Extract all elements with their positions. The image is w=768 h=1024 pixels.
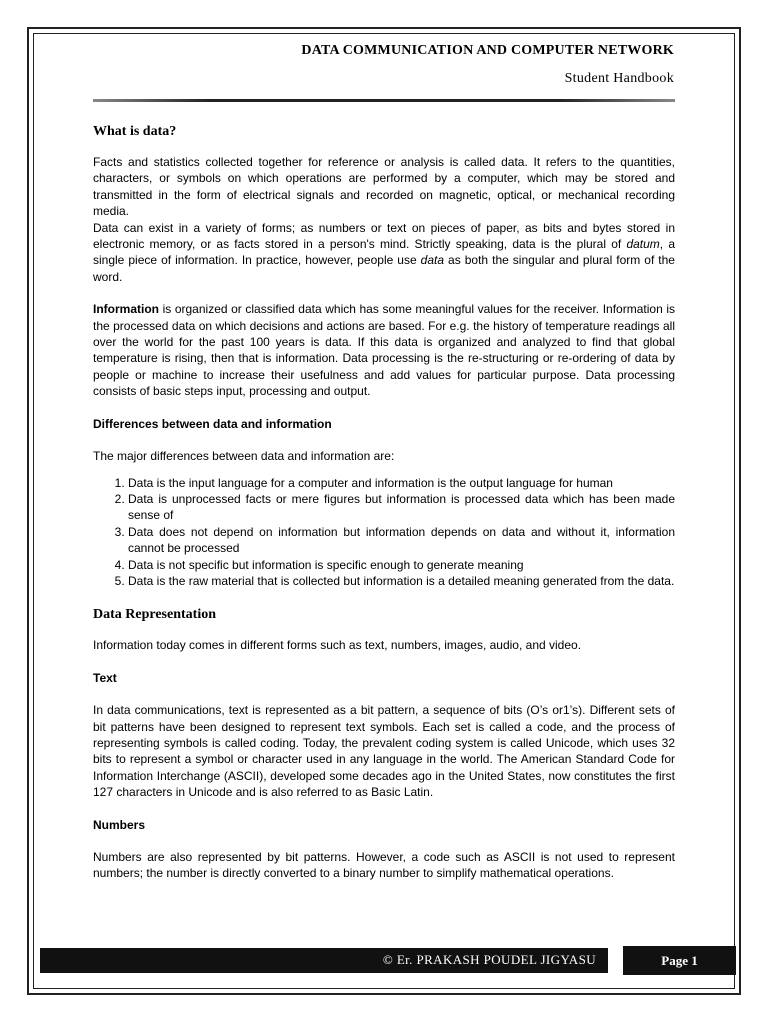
subheading-numbers: Numbers [93, 817, 146, 832]
differences-list [93, 475, 675, 590]
paragraph-text: In data communications, text is represented as a bit pattern, a sequence of bits (O’s or1’s). Different sets of bit patterns have been designed to represent text symbols. Each set is called a code, and the process of representing symbols is called coding. Today, the prevalent coding system is called Unicode, which uses 32 bits to represent a symbol or character used in any language in the world. The American Standard Code for Information Interchange (ASCII), developed some decades ago in the United States, now constitutes the first 127 characters in Unicode and is also referred to as Basic Latin. [93, 703, 675, 800]
list-item: 5. Data is the raw material that is collected but information is a detailed meaning generated from the data. [128, 573, 675, 589]
page-number: Page 1 [623, 946, 736, 975]
section-heading-what-is-data: What is data? [93, 124, 177, 139]
list-item: 3. Data does not depend on information but information depends on data and without it, information cannot be processed [128, 524, 675, 557]
header-subtitle: Student Handbook [564, 71, 674, 86]
subheading-differences: Differences between data and information [93, 416, 332, 431]
page-content [93, 122, 675, 882]
paragraph-information [93, 301, 675, 399]
text-run: as both the singular and plural form of the word. [93, 253, 675, 284]
differences-intro: The major differences between data and information are: [93, 449, 395, 464]
list-item: 2. Data is unprocessed facts or mere figures but information is processed data which has been made sense of [128, 491, 675, 524]
header-title: DATA COMMUNICATION AND COMPUTER NETWORK [301, 43, 674, 58]
text-run: is organized or classified data which has some meaningful values for the receiver. Information is the processed data on which decisions and actions are based. For e.g. the history of temperature readings all over the world for the past 100 years is data. If this data is organized and analyzed to find that global temperature is rising, then that is information. Data processing is the re-structuring or re-ordering of data by people or machine to increase their usefulness and add values for particular purpose. Data processing consists of basic steps input, processing and output. [93, 302, 675, 399]
section-heading-data-representation: Data Representation [93, 607, 217, 623]
paragraph-numbers: Numbers are also represented by bit patterns. However, a code such as ASCII is not used to represent numbers; the number is directly converted to a binary number to simplify mathematical operations. [93, 850, 675, 881]
list-item: 4. Data is not specific but information is specific enough to generate meaning [128, 557, 675, 573]
text-run: , a single piece of information. In practice, however, people use [93, 237, 676, 268]
italic-data: data [420, 253, 445, 268]
paragraph-data-definition: Facts and statistics collected together for reference or analysis is called data. It refers to the quantities, characters, or symbols on which operations are performed by a computer, which may be stored and transmitted in the form of electrical signals and recorded on magnetic, optical, or mechanical recording media. [93, 155, 675, 219]
footer-bar [40, 948, 608, 973]
representation-intro: Information today comes in different forms such as text, numbers, images, audio, and video. [93, 638, 582, 653]
header-divider [93, 99, 675, 102]
bold-information: Information [93, 302, 159, 317]
italic-datum: datum [626, 237, 660, 252]
footer-credit: © Er. PRAKASH POUDEL JIGYASU [382, 952, 596, 967]
subheading-text: Text [93, 670, 117, 685]
paragraph-data-forms [93, 220, 675, 286]
text-run: Data can exist in a variety of forms; as numbers or text on pieces of paper, as bits and bytes stored in electronic memory, or as facts stored in a person's mind. Strictly speaking, data is the plural of [93, 220, 675, 252]
list-item: 1. Data is the input language for a computer and information is the output language for human [128, 475, 675, 491]
